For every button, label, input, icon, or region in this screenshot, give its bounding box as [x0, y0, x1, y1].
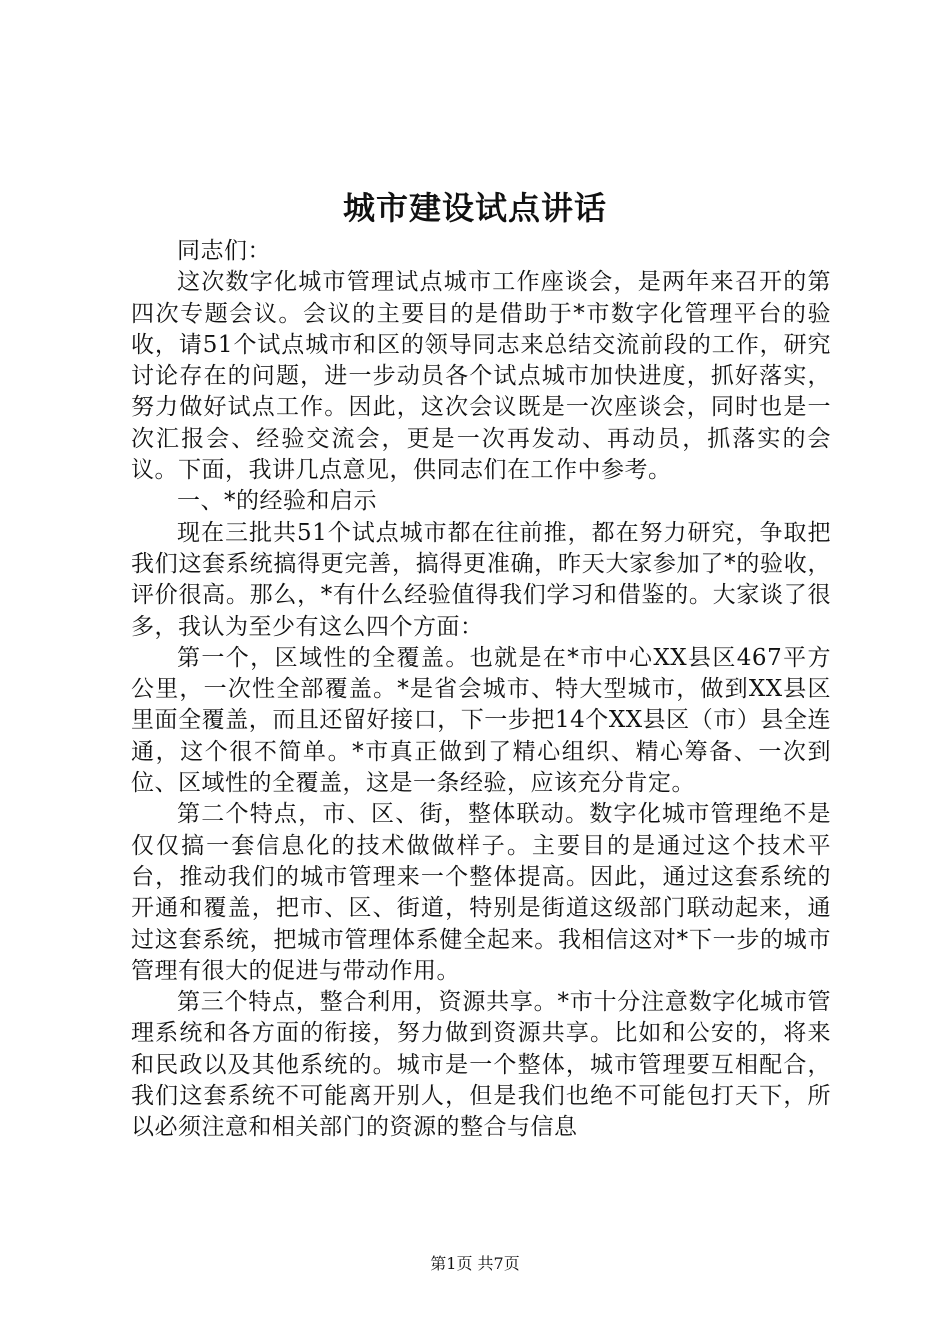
page-footer: 第1页 共7页 — [430, 1254, 520, 1273]
intro-paragraph: 这次数字化城市管理试点城市工作座谈会，是两年来召开的第四次专题会议。会议的主要目的是借助于*市数字化管理平台的验收，请51个试点城市和区的领导同志来总结交流前段的工作，研究讨论存在的问题，进一步动员各个试点城市加快进度，抓好落实，努力做好试点工作。因此，这次会议既是一次座谈会，同时也是一次汇报会、经验交流会，更是一次再发动、再动员，抓落实的会议。下面，我讲几点意见，供同志们在工作中参考。 — [131, 269, 831, 484]
document-title: 城市建设试点讲话 — [342, 189, 607, 227]
body-paragraph: 第二个特点，市、区、街，整体联动。数字化城市管理绝不是仅仅搞一套信息化的技术做做样子。主要目的是通过这个技术平台，推动我们的城市管理来一个整体提高。因此，通过这套系统的开通和覆盖，把市、区、街道，特别是街道这级部门联动起来，通过这套系统，把城市管理体系健全起来。我相信这对*下一步的城市管理有很大的促进与带动作用。 — [131, 801, 831, 984]
body-paragraph: 现在三批共51个试点城市都在往前推，都在努力研究，争取把我们这套系统搞得更完善，搞得更准确，昨天大家参加了*的验收，评价很高。那么，*有什么经验值得我们学习和借鉴的。大家谈了很多，我认为至少有这么四个方面： — [131, 519, 831, 640]
document-body — [131, 236, 831, 1144]
body-paragraph: 第三个特点，整合利用，资源共享。*市十分注意数字化城市管理系统和各方面的衔接，努力做到资源共享。比如和公安的，将来和民政以及其他系统的。城市是一个整体，城市管理要互相配合，我们这套系统不可能离开别人，但是我们也绝不可能包打天下，所以必须注意和相关部门的资源的整合与信息 — [131, 989, 831, 1141]
body-paragraph: 第一个，区域性的全覆盖。也就是在*市中心XX县区467平方公里，一次性全部覆盖。*是省会城市、特大型城市，做到XX县区里面全覆盖，而且还留好接口，下一步把14个XX县区（市）县全连通，这个很不简单。*市真正做到了精心组织、精心筹备、一次到位、区域性的全覆盖，这是一条经验，应该充分肯定。 — [131, 644, 831, 797]
salutation-paragraph: 同志们： — [177, 238, 271, 264]
section-heading: 一、*的经验和启示 — [177, 488, 377, 515]
